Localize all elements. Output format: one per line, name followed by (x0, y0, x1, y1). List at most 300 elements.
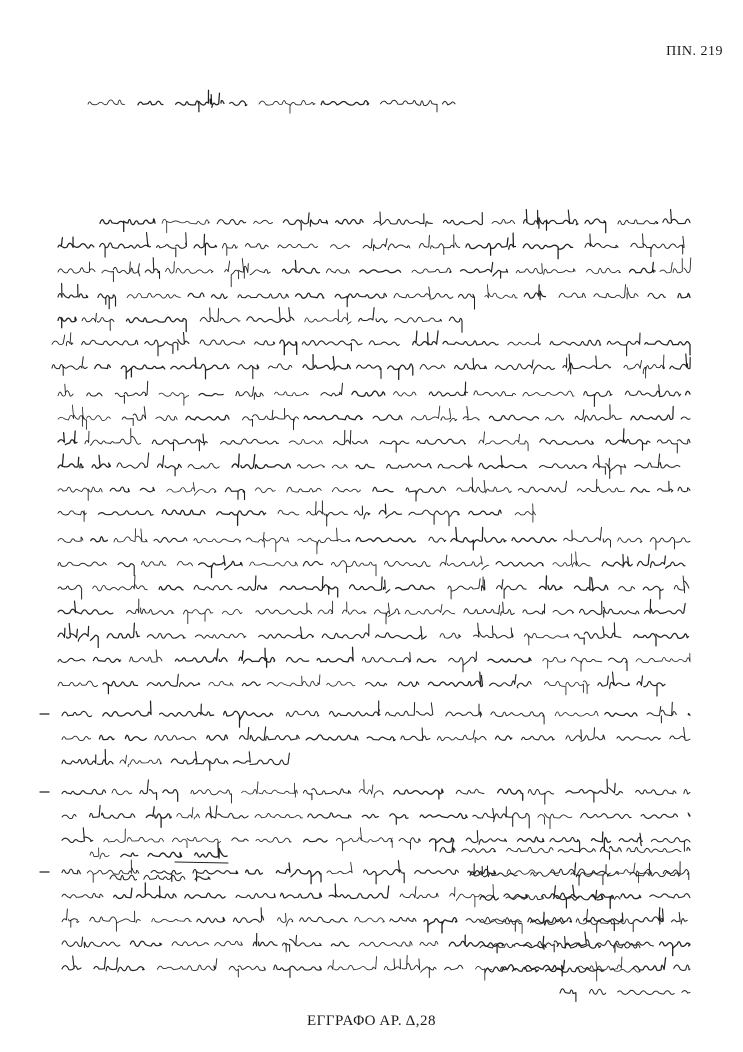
signature-line (440, 840, 690, 860)
handwriting-stroke (466, 831, 506, 845)
handwriting-stroke (256, 837, 291, 842)
handwriting-stroke (321, 101, 369, 105)
handwriting-stroke (394, 287, 453, 299)
handwriting-stroke (633, 958, 667, 971)
handwriting-stroke (254, 220, 273, 223)
handwriting-stroke (152, 434, 207, 451)
handwriting-stroke (384, 955, 436, 977)
handwriting-stroke (429, 382, 467, 396)
handwriting-stroke (581, 813, 631, 818)
manuscript-line (560, 989, 690, 1002)
handwriting-stroke (157, 233, 187, 257)
handwriting-stroke (592, 832, 611, 850)
handwriting-stroke (225, 488, 244, 500)
handwriting-stroke (571, 657, 602, 671)
manuscript-line (62, 932, 690, 956)
handwriting-stroke (225, 259, 271, 287)
handwriting-stroke (99, 735, 114, 739)
handwriting-stroke (62, 909, 79, 927)
handwriting-stroke (58, 658, 85, 662)
handwriting-stroke (152, 918, 192, 922)
handwriting-stroke (217, 220, 246, 225)
handwriting-stroke (199, 556, 243, 578)
handwriting-stroke (618, 220, 658, 225)
handwriting-stroke (240, 727, 300, 741)
handwriting-stroke (388, 364, 413, 379)
handwriting-stroke (328, 957, 379, 970)
handwriting-stroke (136, 883, 176, 898)
handwriting-stroke (374, 212, 433, 226)
handwriting-stroke (496, 562, 543, 567)
handwriting-stroke (469, 510, 501, 515)
handwriting-stroke (648, 293, 665, 298)
handwriting-stroke (686, 391, 690, 395)
handwriting-stroke (322, 624, 369, 639)
handwriting-stroke (560, 989, 576, 1002)
handwriting-stroke (670, 728, 690, 741)
handwriting-stroke (419, 235, 460, 255)
handwriting-stroke (449, 652, 478, 672)
handwriting-stroke (550, 340, 601, 345)
handwriting-stroke (630, 862, 681, 877)
handwriting-stroke (409, 510, 460, 526)
handwriting-stroke (356, 538, 415, 542)
handwriting-stroke (473, 807, 529, 828)
handwriting-stroke (255, 341, 275, 345)
handwriting-stroke (564, 527, 611, 547)
handwriting-stroke (209, 681, 233, 686)
manuscript-line (62, 749, 290, 770)
handwriting-stroke (326, 269, 349, 273)
handwriting-stroke (394, 789, 443, 799)
handwriting-stroke (437, 730, 486, 742)
handwriting-stroke (206, 806, 248, 819)
document-caption: ΕΓΓΡΑΦΟ ΑΡ. Δ,28 (306, 1013, 437, 1029)
handwriting-stroke (518, 481, 568, 492)
handwriting-stroke (395, 317, 442, 322)
handwriting-stroke (476, 966, 492, 980)
handwriting-stroke (463, 407, 479, 421)
handwriting-stroke (650, 537, 690, 549)
date-line (90, 843, 227, 859)
handwriting-stroke (335, 293, 386, 306)
handwriting-stroke (58, 562, 106, 566)
handwriting-stroke (367, 737, 395, 741)
handwriting-stroke (145, 258, 159, 279)
handwriting-stroke (122, 407, 146, 426)
handwriting-stroke (512, 537, 556, 542)
handwriting-stroke (58, 384, 73, 396)
handwriting-stroke (62, 869, 80, 874)
handwriting-stroke (449, 317, 462, 332)
handwriting-stroke (485, 285, 518, 299)
handwriting-stroke (539, 464, 586, 469)
handwriting-stroke (492, 219, 515, 223)
handwriting-stroke (333, 430, 367, 444)
handwriting-stroke (464, 602, 514, 615)
handwriting-stroke (543, 657, 566, 668)
handwriting-stroke (473, 623, 513, 638)
handwriting-stroke (384, 561, 430, 566)
handwriting-stroke (438, 456, 472, 468)
handwriting-stroke (621, 894, 641, 899)
handwriting-stroke (211, 294, 227, 299)
handwriting-stroke (82, 313, 114, 330)
handwriting-stroke (259, 627, 314, 639)
handwriting-stroke (58, 487, 102, 500)
handwriting-stroke (85, 429, 141, 446)
handwriting-stroke (140, 487, 154, 492)
handwriting-stroke (125, 735, 146, 740)
handwriting-stroke (636, 790, 676, 795)
date-line (110, 875, 210, 881)
handwriting-stroke (396, 585, 435, 590)
handwriting-stroke (58, 237, 94, 248)
handwriting-stroke (286, 711, 318, 717)
handwriting-stroke (522, 736, 555, 741)
handwriting-stroke (457, 478, 512, 493)
manuscript-line (52, 331, 690, 356)
handwriting-stroke (246, 870, 263, 874)
handwriting-stroke (58, 405, 110, 430)
manuscript-line (52, 354, 691, 380)
handwriting-stroke (195, 633, 246, 638)
handwriting-stroke (58, 601, 113, 614)
handwriting-stroke (380, 441, 409, 452)
handwriting-stroke (450, 884, 495, 907)
handwriting-stroke (374, 603, 400, 624)
handwriting-stroke (645, 340, 690, 355)
handwriting-stroke (104, 829, 164, 843)
handwriting-stroke (238, 576, 267, 590)
handwriting-stroke (553, 610, 573, 614)
handwriting-stroke (234, 908, 264, 923)
handwriting-stroke (118, 563, 134, 576)
manuscript-line (62, 860, 689, 884)
signature-line (470, 862, 681, 886)
handwriting-stroke (274, 965, 321, 977)
handwriting-stroke (606, 429, 650, 450)
handwriting-stroke (167, 482, 216, 495)
plate-number: ΠΙΝ. 219 (666, 44, 723, 59)
handwriting-stroke (523, 391, 574, 396)
handwriting-stroke (142, 561, 166, 566)
handwriting-stroke (631, 234, 685, 257)
handwriting-stroke (687, 848, 690, 851)
handwriting-stroke (553, 552, 590, 567)
handwriting-stroke (490, 675, 531, 688)
handwriting-stroke (586, 268, 620, 273)
handwriting-stroke (58, 431, 77, 445)
handwriting-stroke (400, 887, 438, 899)
handwriting-stroke (58, 537, 83, 542)
signature-line (480, 936, 640, 949)
handwriting-stroke (412, 268, 452, 273)
handwriting-stroke (318, 601, 334, 614)
handwriting-stroke (362, 652, 411, 662)
handwriting-stroke (359, 780, 383, 798)
handwriting-stroke (440, 555, 489, 570)
manuscript-line (58, 307, 462, 332)
handwriting-stroke (82, 340, 138, 345)
handwriting-stroke (331, 561, 376, 576)
manuscript-line (58, 478, 690, 502)
handwriting-stroke (618, 538, 642, 543)
handwriting-stroke (651, 838, 690, 852)
handwriting-stroke (207, 735, 228, 740)
handwriting-stroke (267, 675, 320, 687)
handwriting-stroke (156, 416, 177, 421)
handwriting-stroke (100, 233, 151, 258)
handwriting-stroke (303, 355, 350, 371)
handwriting-stroke (580, 601, 639, 617)
handwriting-stroke (107, 623, 139, 638)
handwriting-stroke (221, 439, 279, 444)
handwriting-stroke (514, 943, 532, 946)
handwriting-stroke (523, 244, 572, 259)
handwriting-stroke (540, 439, 594, 444)
handwriting-stroke (497, 580, 527, 599)
handwriting-stroke (373, 415, 402, 420)
handwriting-stroke (615, 896, 620, 899)
handwriting-stroke (93, 576, 148, 591)
handwriting-stroke (635, 454, 680, 468)
handwriting-stroke (255, 488, 275, 493)
handwriting-stroke (602, 555, 632, 568)
manuscript-line (62, 701, 690, 727)
handwriting-stroke (58, 585, 82, 599)
handwriting-stroke (376, 627, 427, 640)
handwriting-stroke (127, 317, 187, 332)
handwriting-stroke (515, 504, 535, 522)
handwriting-stroke (327, 681, 355, 686)
handwriting-stroke (146, 807, 171, 828)
handwriting-stroke (512, 967, 538, 971)
handwriting-stroke (647, 702, 676, 723)
handwriting-stroke (352, 391, 385, 396)
handwriting-stroke (516, 264, 575, 275)
handwriting-stroke (330, 245, 349, 249)
handwriting-stroke (629, 262, 655, 273)
handwriting-stroke (236, 387, 263, 400)
handwriting-stroke (160, 704, 214, 716)
handwriting-stroke (158, 456, 182, 476)
handwriting-stroke (678, 293, 690, 297)
manuscript-line (62, 806, 690, 829)
handwriting-stroke (229, 966, 265, 977)
handwriting-stroke (538, 814, 572, 829)
handwriting-stroke (618, 990, 675, 994)
handwriting-stroke (594, 285, 638, 299)
handwriting-stroke (159, 585, 183, 590)
handwriting-stroke (394, 392, 416, 396)
handwriting-stroke (155, 735, 196, 740)
handwriting-stroke (166, 262, 213, 274)
handwriting-stroke (191, 790, 232, 803)
handwriting-stroke (446, 704, 482, 717)
handwriting-stroke (546, 415, 564, 420)
handwriting-stroke (420, 941, 438, 945)
handwriting-stroke (194, 234, 217, 255)
handwriting-stroke (660, 258, 691, 273)
manuscript-line (58, 623, 689, 648)
handwriting-stroke (466, 233, 516, 255)
handwriting-stroke (585, 219, 606, 233)
handwriting-stroke (130, 650, 162, 662)
handwriting-stroke (566, 728, 605, 741)
handwriting-stroke (359, 941, 412, 946)
handwriting-stroke (387, 464, 432, 469)
handwriting-stroke (528, 789, 554, 804)
handwriting-stroke (356, 464, 374, 468)
handwriting-stroke (429, 537, 446, 542)
manuscript-line (58, 527, 690, 554)
handwriting-stroke (103, 681, 138, 693)
handwriting-stroke (171, 752, 228, 771)
handwriting-stroke (200, 308, 240, 323)
handwriting-stroke (650, 894, 690, 898)
handwriting-stroke (663, 210, 690, 224)
handwriting-stroke (332, 465, 347, 469)
handwriting-stroke (215, 941, 243, 946)
handwriting-stroke (127, 293, 180, 298)
handwriting-stroke (390, 917, 416, 921)
handwriting-stroke (417, 439, 466, 444)
handwriting-stroke (197, 917, 225, 922)
handwriting-stroke (360, 270, 401, 273)
handwriting-stroke (195, 843, 227, 858)
handwriting-stroke (117, 453, 149, 468)
handwriting-stroke (658, 481, 673, 492)
handwriting-stroke (584, 391, 612, 406)
handwriting-stroke (62, 956, 81, 970)
manuscript-line (58, 381, 690, 406)
handwriting-stroke (176, 90, 224, 112)
handwriting-stroke (684, 790, 690, 794)
handwriting-stroke (523, 604, 546, 615)
handwriting-stroke (62, 789, 106, 794)
handwriting-stroke (278, 244, 318, 248)
handwriting-stroke (172, 837, 220, 848)
handwriting-stroke (634, 908, 665, 925)
handwriting-stroke (557, 937, 601, 949)
handwriting-stroke (455, 358, 487, 369)
handwriting-stroke (185, 893, 225, 898)
handwriting-stroke (303, 561, 322, 565)
handwriting-stroke (62, 736, 91, 740)
handwriting-stroke (278, 510, 299, 515)
handwriting-stroke (386, 703, 433, 717)
manuscript-line (62, 828, 690, 853)
signature-line (480, 890, 620, 908)
manuscript-line (58, 599, 686, 624)
handwriting-stroke (103, 701, 151, 716)
handwriting-stroke (507, 847, 553, 852)
manuscript-line (62, 908, 687, 933)
handwriting-stroke (496, 360, 555, 374)
handwriting-stroke (554, 890, 604, 908)
handwriting-stroke (90, 848, 109, 859)
handwriting-stroke (566, 779, 623, 802)
handwriting-stroke (359, 308, 387, 323)
handwriting-stroke (222, 243, 237, 255)
handwriting-stroke (87, 393, 102, 396)
handwriting-stroke (112, 789, 132, 795)
handwriting-stroke (280, 577, 338, 598)
handwriting-stroke (276, 863, 321, 884)
handwriting-stroke (574, 577, 607, 591)
handwriting-stroke (283, 213, 327, 230)
handwriting-stroke (508, 334, 541, 346)
handwriting-stroke (332, 488, 360, 492)
handwriting-stroke (674, 576, 689, 593)
handwriting-stroke (688, 713, 690, 715)
handwriting-stroke (420, 814, 467, 819)
handwriting-stroke (127, 599, 174, 614)
handwriting-stroke (242, 782, 298, 797)
handwriting-stroke (250, 561, 298, 566)
handwriting-stroke (542, 885, 579, 898)
manuscript-line (58, 453, 680, 479)
handwriting-stroke (238, 365, 259, 379)
handwriting-stroke (462, 848, 496, 852)
handwriting-stroke (87, 860, 139, 882)
handwriting-stroke (121, 365, 165, 379)
handwriting-stroke (524, 285, 545, 300)
handwriting-stroke (355, 917, 385, 922)
handwriting-stroke (194, 538, 241, 542)
handwriting-stroke (98, 511, 153, 516)
handwriting-stroke (381, 100, 438, 112)
handwriting-stroke (411, 406, 456, 422)
handwriting-stroke (239, 648, 275, 667)
handwriting-stroke (94, 957, 144, 971)
handwriting-stroke (102, 262, 140, 282)
handwriting-stroke (443, 341, 498, 345)
handwriting-stroke (307, 501, 348, 526)
handwriting-stroke (336, 219, 364, 224)
handwriting-stroke (162, 510, 205, 515)
handwriting-stroke (440, 840, 455, 853)
handwriting-stroke (246, 532, 288, 551)
handwriting-stroke (362, 814, 378, 818)
handwriting-stroke (607, 333, 640, 356)
handwriting-stroke (488, 658, 531, 663)
handwriting-stroke (233, 752, 290, 765)
handwriting-stroke (88, 100, 125, 105)
handwriting-stroke (474, 391, 516, 396)
handwriting-stroke (62, 711, 92, 716)
handwriting-stroke (619, 833, 642, 845)
manuscript-line (58, 233, 685, 259)
handwriting-stroke (282, 261, 319, 274)
handwriting-stroke (415, 870, 459, 875)
handwriting-stroke (147, 674, 200, 686)
manuscript-line (58, 552, 685, 578)
handwriting-stroke (506, 895, 543, 900)
handwriting-stroke (186, 415, 229, 420)
handwriting-stroke (420, 364, 445, 369)
handwriting-stroke (540, 576, 563, 590)
handwriting-stroke (451, 527, 506, 550)
handwriting-stroke (303, 789, 350, 800)
handwriting-stroke (479, 456, 527, 469)
manuscript-line (58, 258, 691, 287)
handwriting-stroke (331, 942, 349, 946)
handwriting-stroke (304, 415, 362, 419)
handwriting-stroke (278, 913, 293, 926)
handwriting-stroke (224, 711, 273, 727)
